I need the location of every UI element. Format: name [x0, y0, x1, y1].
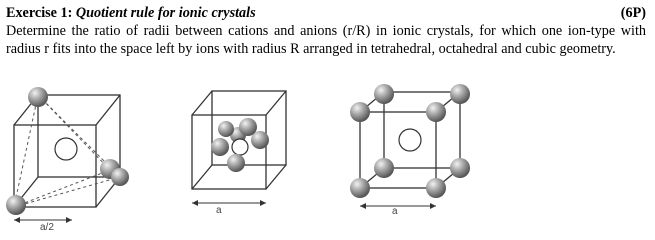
exercise-title-row: [6, 4, 646, 22]
dimension-arrow: [360, 203, 436, 209]
tetrahedral-figure: [0, 85, 140, 237]
interstitial-site: [399, 129, 421, 151]
anion-sphere: [6, 195, 26, 215]
anion-sphere: [374, 84, 394, 104]
anion-sphere: [374, 158, 394, 178]
exercise-header: [6, 4, 646, 58]
dimension-arrow: [192, 200, 266, 206]
anion-sphere: [426, 102, 446, 122]
anion-sphere: [218, 121, 234, 137]
cubic-figure: [340, 82, 480, 232]
octahedral-dimension-label: a: [216, 205, 222, 216]
octahedral-figure: [180, 85, 310, 225]
anion-sphere: [426, 178, 446, 198]
anion-sphere: [350, 102, 370, 122]
interstitial-site: [232, 139, 248, 155]
anion-sphere: [350, 178, 370, 198]
tetrahedral-dimension-label: a/2: [40, 222, 54, 233]
anion-sphere: [239, 118, 257, 136]
anion-sphere: [211, 138, 229, 156]
cubic-dimension-label: a: [392, 206, 398, 217]
anion-sphere: [450, 84, 470, 104]
exercise-label: Exercise 1:: [6, 5, 73, 21]
exercise-points: (6P): [620, 5, 646, 21]
anion-sphere: [28, 87, 48, 107]
exercise-title: Quotient rule for ionic crystals: [75, 5, 256, 21]
anion-sphere: [450, 158, 470, 178]
exercise-body: Determine the ratio of radii between cations and anions (r/R) in ionic crystals, for which one ion-type with radius r fits into the space left by ions with radius R arranged in tetrahedral, octahedral and cubic geometry.: [6, 23, 646, 57]
interstitial-site: [55, 138, 77, 160]
exercise-heading: [6, 4, 256, 22]
anion-sphere: [227, 154, 245, 172]
cube-front-face: [14, 125, 96, 207]
anion-sphere: [111, 168, 129, 186]
